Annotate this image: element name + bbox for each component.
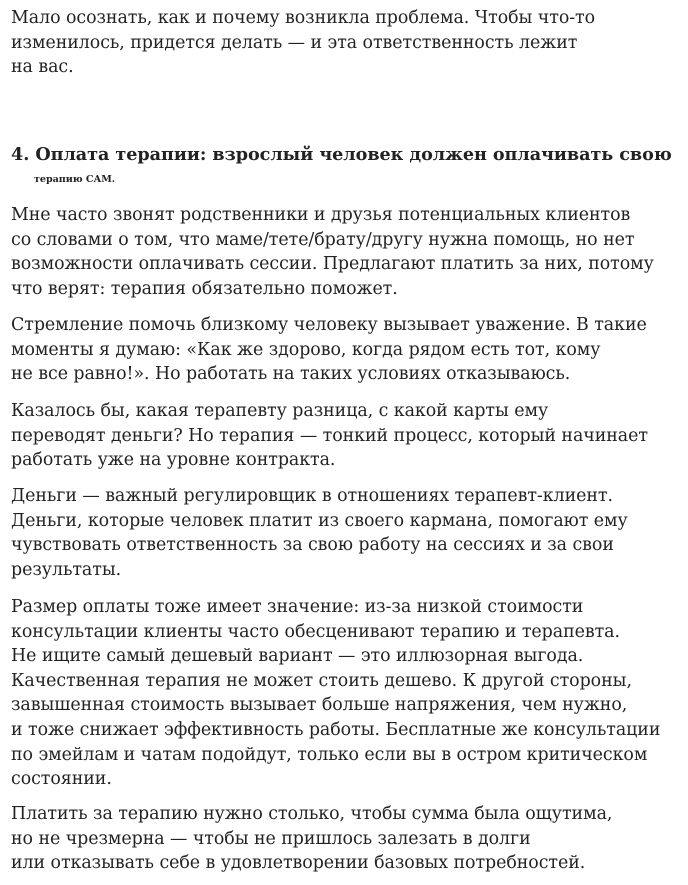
text-line: Стремление помочь близкому человеку вызывает уважение. В такие bbox=[11, 315, 647, 335]
text-line: но не чрезмерна — чтобы не пришлось залезать в долги bbox=[11, 828, 531, 849]
text-line: завышенная стоимость вызывает больше напряжения, чем нужно, bbox=[11, 695, 628, 716]
heading-line: 4. Оплата терапии: взрослый человек должен оплачивать свою bbox=[11, 144, 672, 165]
body-paragraph bbox=[11, 399, 648, 473]
body-paragraph bbox=[11, 595, 660, 792]
text-line: по эмейлам и чатам подойдут, только если вы в остром критическом bbox=[11, 744, 648, 765]
body-paragraph bbox=[11, 802, 612, 876]
text-line: консультации клиенты часто обесценивают терапию и терапевта. bbox=[11, 621, 620, 642]
text-line: Деньги, которые человек платит из своего кармана, помогают ему bbox=[11, 510, 628, 531]
intro-paragraph bbox=[11, 6, 595, 80]
text-line: Деньги — важный регулировщик в отношениях терапевт-клиент. bbox=[11, 486, 613, 506]
text-line: на вас. bbox=[11, 57, 74, 78]
body-paragraph bbox=[11, 484, 628, 582]
text-line: Мало осознать, как и почему возникла проблема. Чтобы что-то bbox=[11, 8, 596, 28]
text-line: что верят: терапия обязательно поможет. bbox=[11, 278, 398, 299]
body-paragraph bbox=[11, 203, 654, 301]
text-line: работать уже на уровне контракта. bbox=[11, 450, 336, 471]
text-line: Казалось бы, какая терапевту разница, с какой карты ему bbox=[11, 401, 549, 421]
text-line: результаты. bbox=[11, 559, 122, 580]
section-heading bbox=[11, 143, 672, 192]
text-line: и тоже снижает эффективность работы. Бесплатные же консультации bbox=[11, 719, 661, 740]
text-line: переводят деньги? Но терапия — тонкий процесс, который начинает bbox=[11, 425, 648, 446]
text-line: Платить за терапию нужно столько, чтобы сумма была ощутима, bbox=[11, 804, 613, 824]
text-line: возможности оплачивать сессии. Предлагают платить за них, потому bbox=[11, 254, 654, 275]
text-line: Размер оплаты тоже имеет значение: из-за низкой стоимости bbox=[11, 597, 584, 617]
text-line: состоянии. bbox=[11, 769, 112, 790]
heading-line: терапию САМ. bbox=[34, 173, 116, 185]
text-line: со словами о том, что маме/тете/брату/другу нужна помощь, но нет bbox=[11, 229, 635, 250]
text-line: или отказывать себе в удовлетворении базовых потребностей. bbox=[11, 853, 586, 874]
text-line: моменты я думаю: «Как же здорово, когда рядом есть тот, кому bbox=[11, 339, 601, 360]
text-line: не все равно!». Но работать на таких условиях отказываюсь. bbox=[11, 364, 571, 385]
text-line: чувствовать ответственность за свою работу на сессиях и за свои bbox=[11, 535, 614, 556]
text-line: изменилось, придется делать — и эта ответственность лежит bbox=[11, 32, 578, 53]
text-line: Качественная терапия не может стоить дешево. К другой стороны, bbox=[11, 670, 632, 691]
text-line: Мне часто звонят родственники и друзья потенциальных клиентов bbox=[11, 205, 631, 225]
body-paragraph bbox=[11, 313, 647, 387]
text-line: Не ищите самый дешевый вариант — это иллюзорная выгода. bbox=[11, 646, 584, 667]
